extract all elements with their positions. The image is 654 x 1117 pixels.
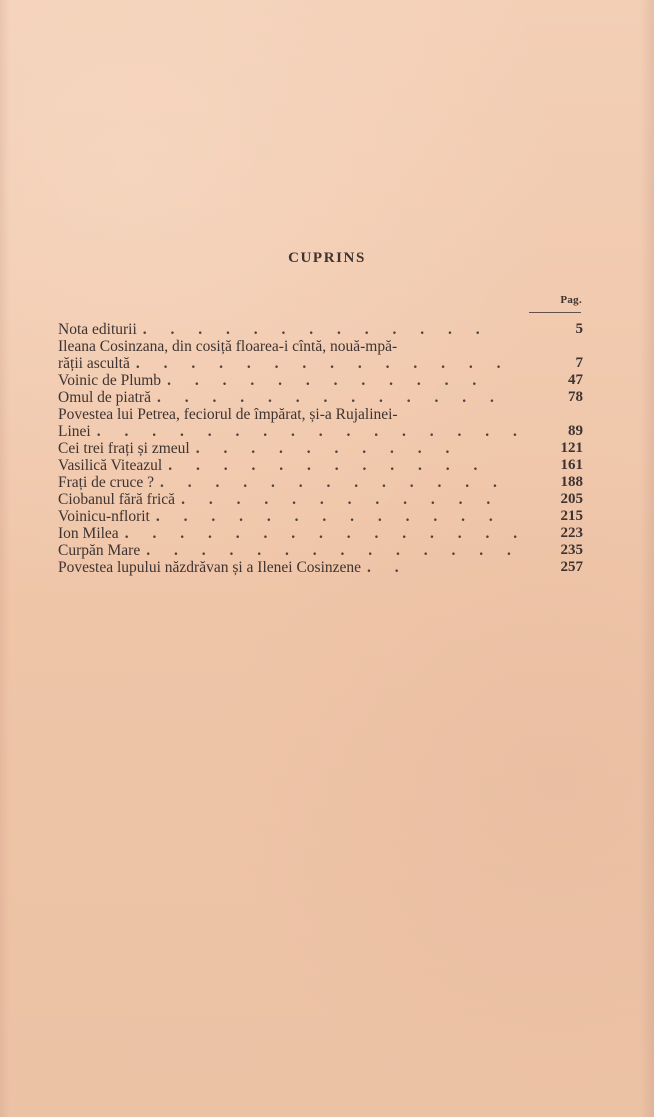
toc-page-number: 89 [568,423,583,439]
toc-entry [58,542,583,559]
toc-entry-continuation [58,423,583,440]
toc-page-number: 205 [560,491,583,507]
toc-leader: . . . . . . . . . . . . [168,457,488,474]
toc-entry [58,491,583,508]
toc-entry-title-continued: Linei [58,423,91,440]
toc-page-number: 215 [560,508,583,524]
toc-entry [58,338,583,372]
toc-entry [58,406,583,440]
toc-entry [58,508,583,525]
toc-entry-title-continued: rății ascultă [58,355,130,372]
toc-entry-title: Vasilică Viteazul [58,457,163,474]
page-right-shadow [640,0,654,1117]
toc-leader: . . . . . . . . . . . . . [159,474,507,491]
toc-entry [58,321,583,338]
toc-leader: . . . . . . . . . . . . [181,491,501,508]
toc-leader: . . . . . . . . . . . . . [142,321,490,338]
toc-page-number: 235 [560,542,583,558]
toc-entry-content [58,338,583,372]
toc-leader: . . . . . . . . . . . . . [156,389,504,406]
toc-entry-title: Povestea lui Petrea, feciorul de împărat, și-a Rujalinei- [58,406,398,423]
toc-leader: . . . . . . . . . . . . . [155,508,503,525]
toc-entry-title: Ciobanul fără frică [58,491,176,508]
toc-entry [58,559,583,576]
toc-page-number: 121 [560,440,583,456]
toc-entry-title: Curpăn Mare [58,542,141,559]
toc-entry-title: Voinicu-nflorit [58,508,150,525]
toc-entry-title: Nota editurii [58,321,137,338]
toc-entry [58,525,583,542]
toc-leader: . . . . . . . . . . . . . . . . [96,423,527,440]
toc-leader: . . . . . . . . . . . . . . [135,355,511,372]
toc-entry-title: Povestea lupului năzdrăvan și a Ilenei Cosinzene [58,559,362,576]
toc-entry-title: Frați de cruce ? [58,474,154,491]
toc-page-number: 5 [575,321,583,337]
page-column-rule [529,312,581,313]
toc-leader: . . . . . . . . . . [195,440,460,457]
toc-page-number: 7 [575,355,583,371]
toc-leader: . . . . . . . . . . . . . . [146,542,521,559]
toc-entry [58,389,583,406]
toc-entry-title: Omul de piatră [58,389,151,406]
toc-page-number: 223 [560,525,583,541]
toc-entry [58,474,583,491]
toc-entry [58,457,583,474]
toc-page-number: 47 [568,372,583,388]
toc-leader: . . . . . . . . . . . . [167,372,487,389]
page-title: CUPRINS [288,250,366,266]
toc-page-number: 188 [560,474,583,490]
page-left-shadow [0,0,10,1117]
toc-entry [58,440,583,457]
toc-page-number: 257 [560,559,583,575]
toc-page-number: 78 [568,389,583,405]
toc-page-number: 161 [560,457,583,473]
toc-entry-title: Voinic de Plumb [58,372,162,389]
toc-entry-title: Cei trei frați și zmeul [58,440,190,457]
toc-leader: . . [367,559,409,576]
toc-entry-continuation [58,355,583,372]
toc-leader: . . . . . . . . . . . . . . . [124,525,528,542]
table-of-contents [58,321,583,576]
toc-entry-content [58,406,583,440]
toc-entry-title: Ileana Cosinzana, din cosiță floarea-i cîntă, nouă-mpă- [58,338,398,355]
page-column-header: Pag. [560,294,582,306]
toc-entry-title: Ion Milea [58,525,119,542]
toc-entry [58,372,583,389]
